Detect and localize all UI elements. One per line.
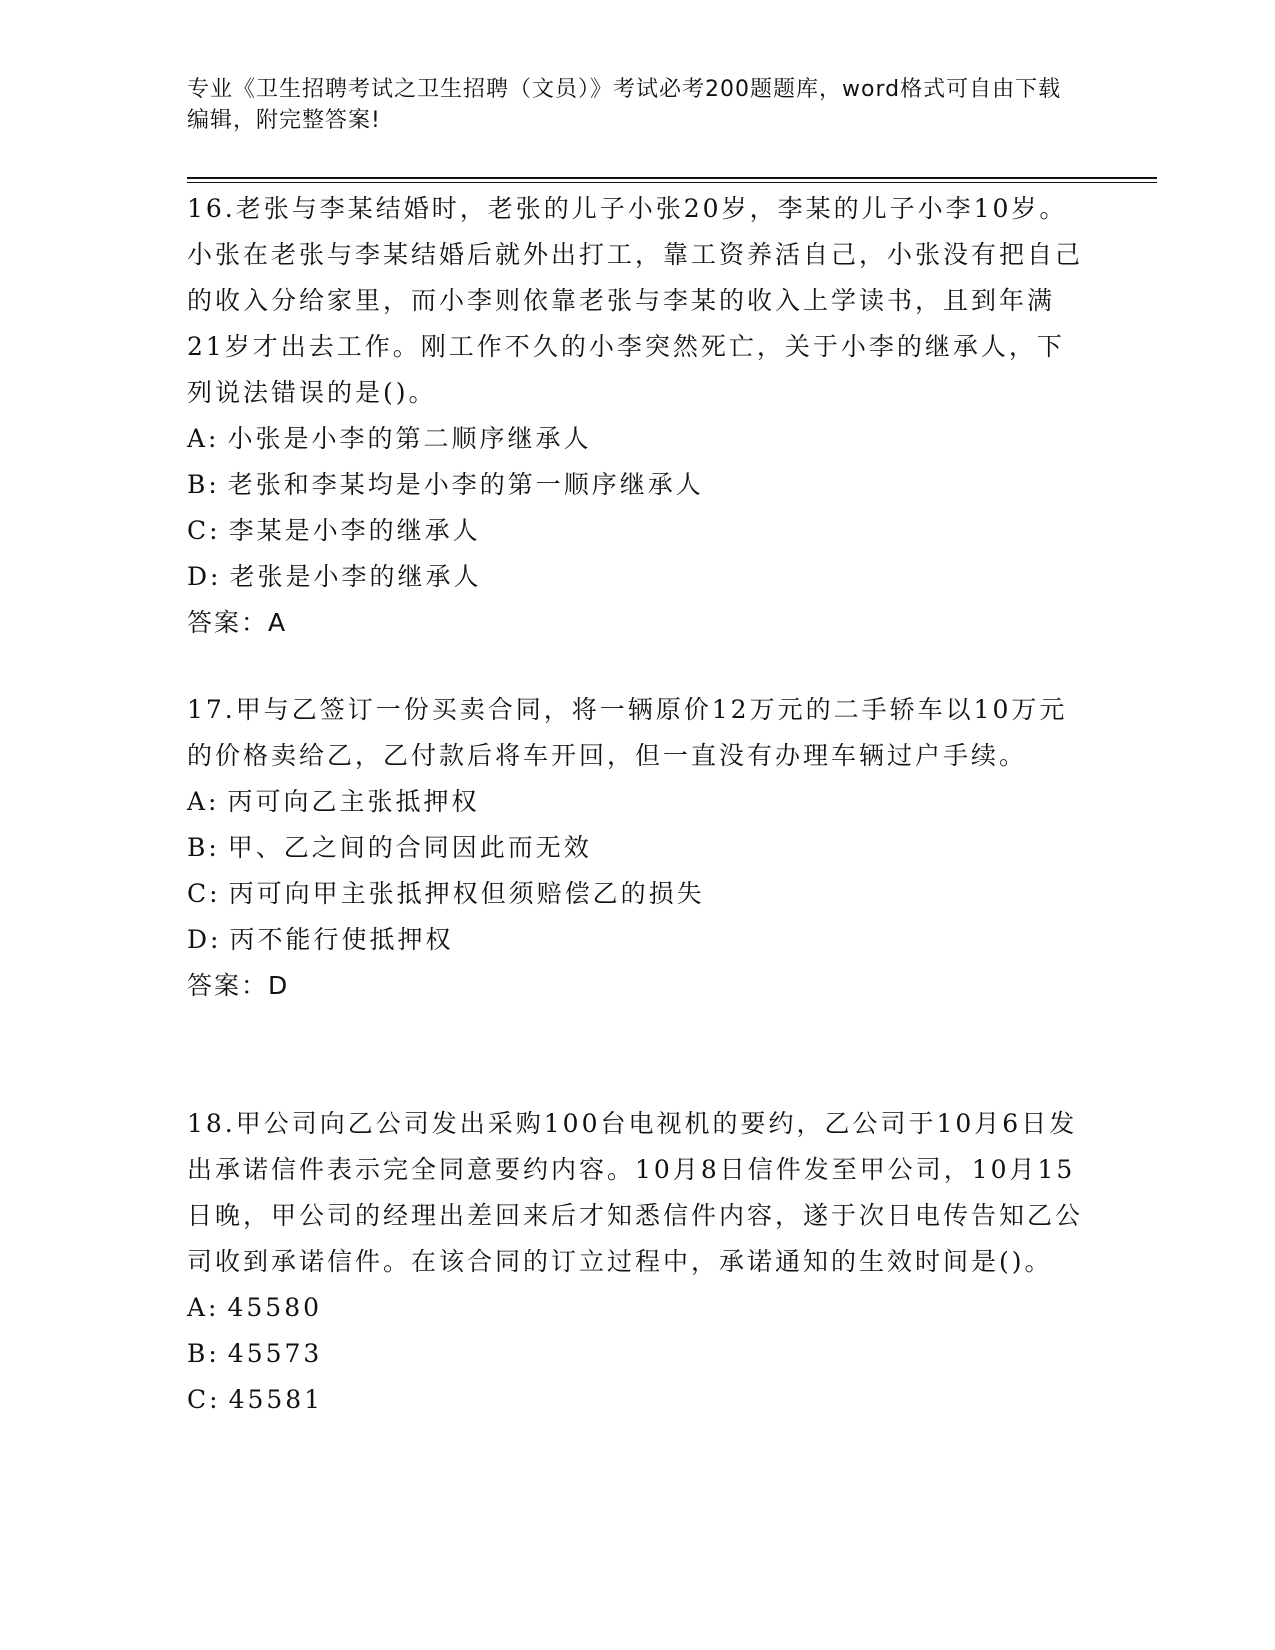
option-d <box>187 917 1087 963</box>
option-b <box>187 825 1087 871</box>
option-d <box>187 554 1087 600</box>
option-text: 甲、乙之间的合同因此而无效 <box>227 833 592 862</box>
question-body: 甲公司向乙公司发出采购100台电视机的要约，乙公司于10月6日发出承诺信件表示完全同意要约内容。10月8日信件发至甲公司，10月15日晚，甲公司的经理出差回来后才知悉信件内容，遂于次日电传告知乙公司收到承诺信件。在该合同的订立过程中，承诺通知的生效时间是()。 <box>187 1109 1084 1276</box>
option-text: 老张和李某均是小李的第一顺序继承人 <box>227 470 704 499</box>
option-text: 45581 <box>228 1385 324 1414</box>
question-body: 老张与李某结婚时，老张的儿子小张20岁，李某的儿子小李10岁。小张在老张与李某结婚后就外出打工，靠工资养活自己，小张没有把自己的收入分给家里，而小李则依靠老张与李某的收入上学读书，且到年满21岁才出去工作。刚工作不久的小李突然死亡，关于小李的继承人，下列说法错误的是()。 <box>187 194 1084 407</box>
question-16 <box>187 186 1087 646</box>
option-a <box>187 416 1087 462</box>
option-letter: A: <box>187 1293 220 1322</box>
option-letter: A: <box>187 424 220 453</box>
header-divider-thin <box>187 182 1157 183</box>
option-text: 老张是小李的继承人 <box>229 562 482 591</box>
option-c <box>187 508 1087 554</box>
option-b <box>187 462 1087 508</box>
document-header: 专业《卫生招聘考试之卫生招聘（文员）》考试必考200题题库，word格式可自由下载编辑，附完整答案! <box>187 77 1062 133</box>
option-text: 小张是小李的第二顺序继承人 <box>227 424 592 453</box>
option-letter: B: <box>187 1339 220 1368</box>
option-text: 45580 <box>227 1293 323 1322</box>
option-text: 丙可向甲主张抵押权但须赔偿乙的损失 <box>228 879 705 908</box>
question-text <box>187 687 1087 779</box>
option-text: 丙不能行使抵押权 <box>229 925 454 954</box>
option-letter: D: <box>187 925 222 954</box>
option-letter: B: <box>187 470 220 499</box>
header-divider-thick <box>187 177 1157 179</box>
option-c <box>187 871 1087 917</box>
option-text: 丙可向乙主张抵押权 <box>227 787 480 816</box>
question-18 <box>187 1101 1087 1423</box>
option-c <box>187 1377 1087 1423</box>
question-number: 16. <box>187 194 236 223</box>
question-17 <box>187 687 1087 1009</box>
option-a <box>187 1285 1087 1331</box>
option-letter: B: <box>187 833 220 862</box>
answer-line: 答案：D <box>187 971 290 1000</box>
option-letter: A: <box>187 787 220 816</box>
option-text: 45573 <box>227 1339 323 1368</box>
question-number: 17. <box>187 695 236 724</box>
question-number: 18. <box>187 1109 236 1138</box>
question-text <box>187 186 1087 416</box>
option-b <box>187 1331 1087 1377</box>
option-letter: C: <box>187 516 221 545</box>
option-letter: C: <box>187 1385 221 1414</box>
option-text: 李某是小李的继承人 <box>228 516 481 545</box>
option-letter: C: <box>187 879 221 908</box>
option-a <box>187 779 1087 825</box>
option-letter: D: <box>187 562 222 591</box>
question-text <box>187 1101 1087 1285</box>
question-body: 甲与乙签订一份买卖合同，将一辆原价12万元的二手轿车以10万元的价格卖给乙，乙付款后将车开回，但一直没有办理车辆过户手续。 <box>187 695 1068 770</box>
answer-line: 答案：A <box>187 608 288 637</box>
